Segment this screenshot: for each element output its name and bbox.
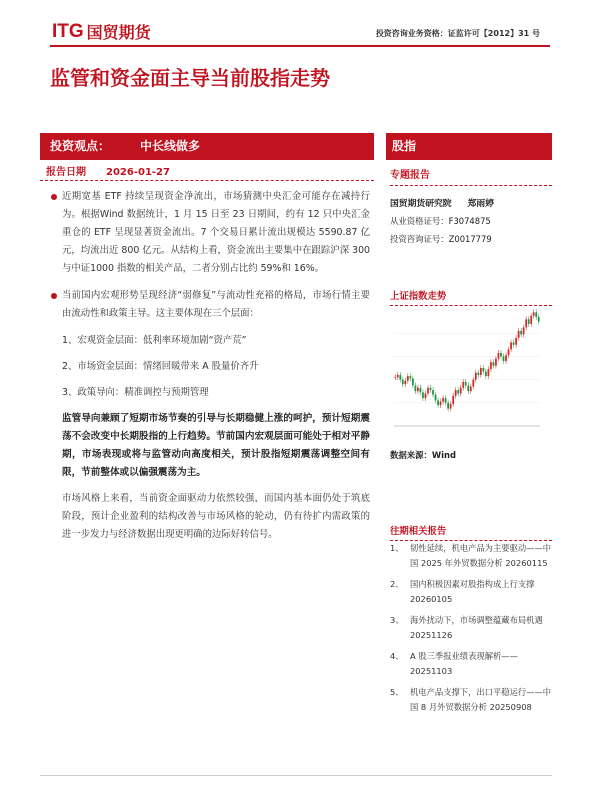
header-divider: [50, 45, 550, 47]
related-report-4[interactable]: [390, 649, 552, 678]
report-date-value: 2026-01-27: [106, 167, 170, 178]
related-report-1[interactable]: [390, 541, 552, 570]
candle-body: [447, 403, 449, 409]
style-paragraph: 市场风格上来看，当前资金面驱动力依然较强，而国内基本面仍处于筑底阶段，预计企业盈利的结构改善与市场风格的轮动，仍有待扩内需政策的进一步发力与经济数据出现更明确的边际好转信号。: [62, 493, 370, 540]
candle-body: [472, 380, 474, 387]
candle-body: [525, 319, 527, 327]
related-report-text: 海外扰动下，市场调整蕴藏布局机遇 20251126: [410, 615, 543, 640]
chart-source: 数据来源：Wind: [390, 450, 456, 460]
qualification-2: 投资咨询证号：Z0017779: [390, 234, 492, 244]
author-line: [390, 196, 552, 209]
candle-body: [422, 392, 424, 398]
qualification-1: 从业资格证号：F3074875: [390, 216, 491, 226]
candle-body: [518, 331, 520, 338]
bullet-paragraph-1: 近期宽基 ETF 持续呈现资金净流出，市场猜测中央汇金可能存在减持行为。根据Wind 数据统计，1 月 15 日至 23 日期间，约有 12 只中央汇金重仓的 ETF 呈现显著资金流出。7 个交易日累计流出规模达 5590.87 亿元，均流出近 800 亿元。从结构上看，资金流出主要集中在跟踪沪深 300 与中证1000 指数的相关产品，二者分别占比约 59%和 16%。: [50, 188, 370, 278]
chart-series: [394, 309, 539, 411]
list-item-1: 1、宏观资金层面：低利率环境加剧“资产荒”: [62, 335, 247, 346]
related-reports-title: 往期相关报告: [390, 523, 552, 541]
candle-body: [482, 368, 484, 371]
category-label: 股指: [392, 139, 417, 153]
related-report-number: 1、: [390, 543, 404, 553]
candle-body: [533, 312, 535, 315]
candle-body: [475, 373, 477, 380]
candle-body: [445, 398, 447, 403]
candle-body: [409, 376, 411, 378]
related-report-5[interactable]: [390, 685, 552, 714]
candle-body: [465, 382, 467, 385]
candle-body: [417, 388, 419, 391]
candle-body: [493, 362, 495, 365]
candle-body: [498, 353, 500, 359]
investment-view-value: 中长线做多: [140, 139, 201, 153]
related-report-3[interactable]: [390, 613, 552, 642]
related-report-number: 2、: [390, 579, 404, 589]
main-content: [50, 188, 370, 544]
side-panel: [390, 160, 552, 245]
candle-body: [510, 342, 512, 349]
report-date-label: 报告日期: [46, 167, 86, 178]
candle-body: [442, 398, 444, 401]
candle-body: [480, 368, 482, 375]
candle-body: [455, 390, 457, 396]
related-reports-list: [390, 541, 552, 721]
candle-body: [457, 390, 459, 393]
candle-body: [485, 371, 487, 376]
candle-body: [467, 385, 469, 391]
related-report-text: 韧性延续，机电产品为主要驱动——中国 2025 年外贸数据分析 20260115: [410, 543, 552, 568]
candle-body: [462, 382, 464, 388]
candle-body: [508, 349, 510, 355]
candle-body: [523, 327, 525, 334]
license-text: 投资咨询业务资格：证监许可【2012】31 号: [375, 29, 540, 38]
report-title: 监管和资金面主导当前股指走势: [50, 66, 330, 90]
candle-body: [513, 342, 515, 344]
highlight-paragraph: 监管导向兼顾了短期市场节奏的引导与长期稳健上涨的呵护，预计短期震荡不会改变中长期股指的上行趋势。节前国内宏观层面可能处于相对平静期，市场表现或将与监管动向高度相关，预计股指短期震荡调整空间有限，节前整体或以偏强震荡为主。: [62, 413, 370, 478]
org-name: 国贸期货研究院: [390, 199, 452, 209]
related-report-text: 国内积极因素对股指构成上行支撑 20260105: [410, 579, 535, 604]
candle-body: [495, 359, 497, 366]
candle-body: [420, 388, 422, 393]
related-report-2[interactable]: [390, 577, 552, 606]
candle-body: [394, 377, 396, 378]
page-header: [0, 0, 600, 48]
candle-body: [470, 387, 472, 392]
list-item-3: 3、政策导向：精准调控与预期管理: [62, 387, 209, 398]
candle-body: [397, 375, 399, 377]
logo-itg: ITG: [52, 20, 84, 42]
bullet-paragraph-2: 当前国内宏观形势呈现经济“弱修复”与流动性充裕的格局，市场行情主要由流动性和政策主导。这主要体现在三个层面：: [50, 287, 370, 323]
candle-body: [435, 395, 437, 401]
candle-body: [520, 331, 522, 334]
candle-body: [503, 356, 505, 361]
date-divider: [40, 180, 374, 181]
candle-body: [530, 316, 532, 324]
logo-company-name: 国贸期货: [86, 23, 151, 42]
related-report-number: 5、: [390, 687, 404, 697]
candle-body: [440, 402, 442, 405]
candle-body: [407, 376, 409, 381]
candle-body: [399, 375, 401, 380]
candle-body: [535, 312, 537, 317]
chart-title: 上证指数走势: [390, 288, 552, 306]
company-logo: [52, 20, 151, 43]
candle-body: [415, 385, 417, 391]
footer-divider: [40, 775, 552, 776]
candle-body: [505, 355, 507, 361]
related-report-text: A 股三季报业绩表现解析——20251103: [410, 651, 518, 676]
candle-body: [538, 317, 540, 322]
author-name: 郑雨婷: [467, 199, 494, 209]
candle-body: [402, 380, 404, 385]
candle-body: [452, 396, 454, 404]
index-chart: [390, 304, 555, 439]
category-bar: [386, 133, 552, 160]
list-item-2: 2、市场资金层面：情绪回暖带来 A 股量价齐升: [62, 361, 259, 372]
related-report-number: 3、: [390, 615, 404, 625]
candle-body: [500, 353, 502, 356]
candle-body: [477, 373, 479, 375]
chart-grid: [394, 310, 540, 426]
candle-body: [437, 400, 439, 405]
investment-view-bar: [40, 133, 374, 160]
related-report-number: 4、: [390, 651, 404, 661]
candle-body: [404, 381, 406, 384]
related-report-text: 机电产品支撑下，出口平稳运行——中国 8 月外贸数据分析 20250908: [410, 687, 552, 712]
candle-body: [450, 404, 452, 409]
candle-body: [425, 394, 427, 399]
candle-body: [488, 369, 490, 376]
candle-body: [528, 319, 530, 324]
candle-body: [515, 338, 517, 345]
candle-body: [490, 362, 492, 369]
candle-body: [432, 390, 434, 395]
candle-body: [430, 388, 432, 390]
candle-body: [412, 378, 414, 385]
candle-body: [427, 388, 429, 394]
report-date-row: [40, 163, 374, 178]
candle-body: [460, 388, 462, 394]
side-heading: 专题报告: [390, 160, 552, 186]
investment-view-label: 投资观点：: [50, 139, 111, 153]
